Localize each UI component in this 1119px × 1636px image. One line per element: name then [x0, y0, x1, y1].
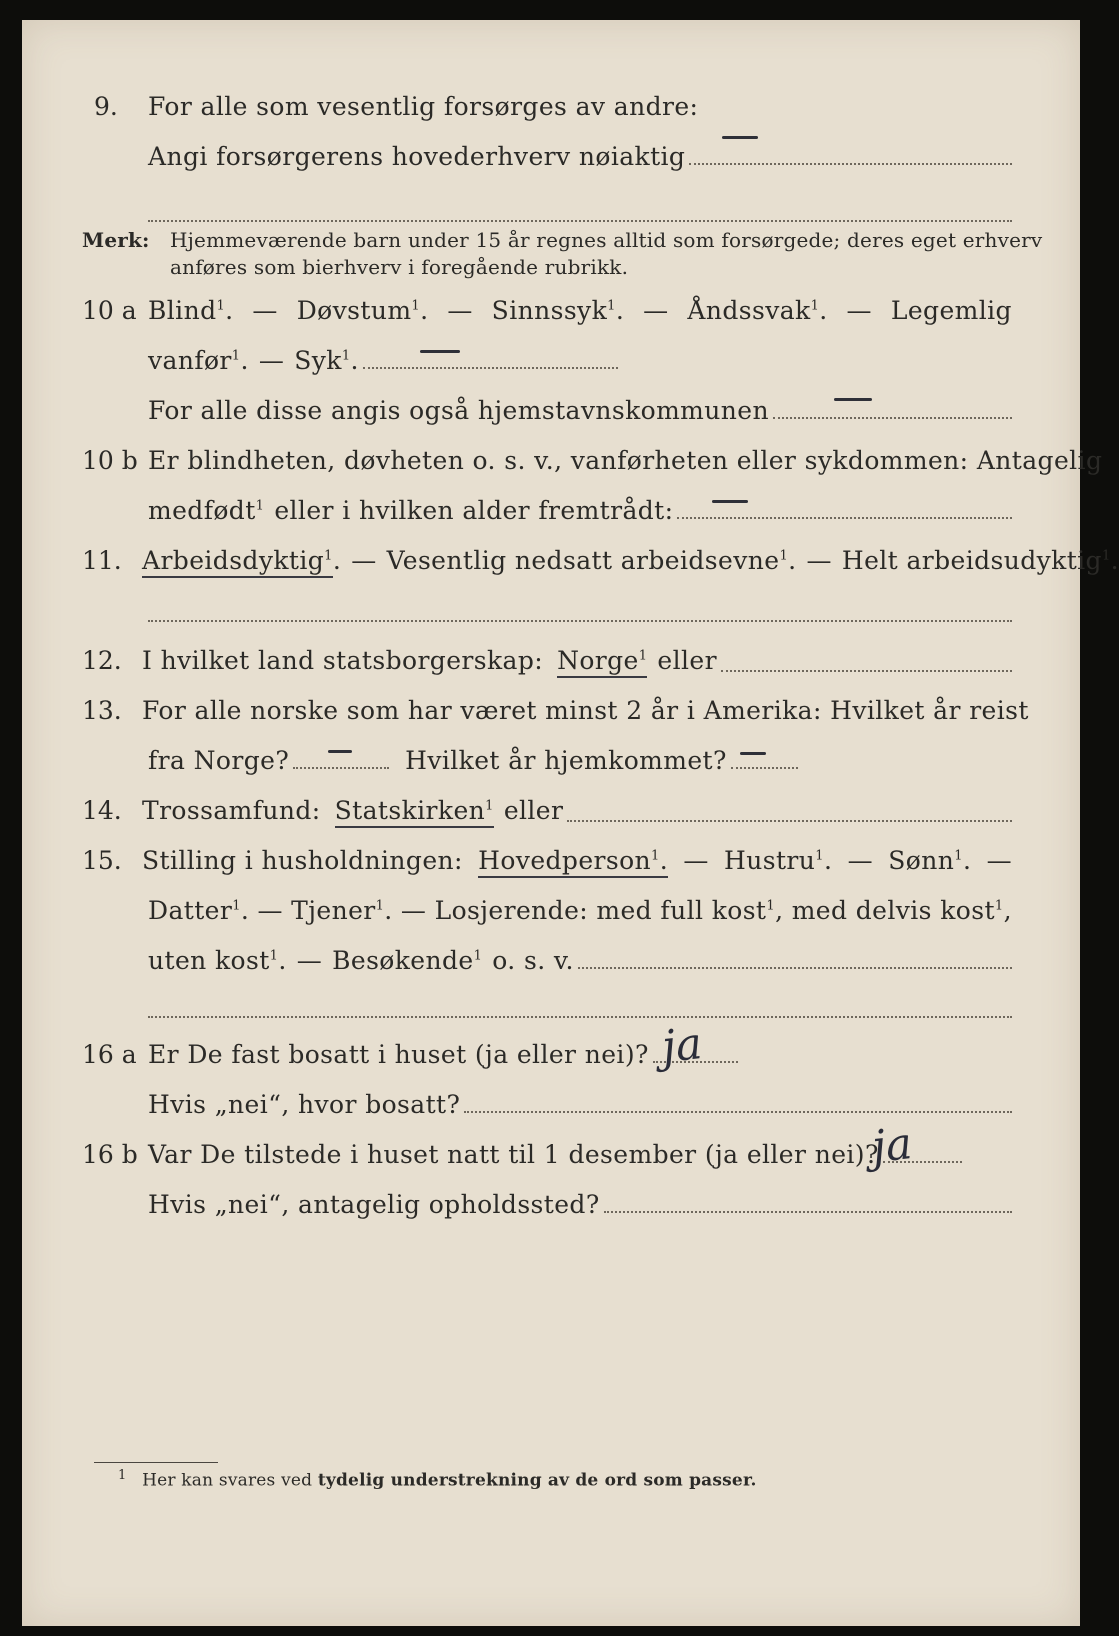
q11-line: Arbeidsdyktig$^1$ . — Vesentlig nedsatt arbeidsevne$^1$. — Helt arbeidsudyktig$^1$. — [142, 546, 1119, 578]
q15-osv: o. s. v. — [492, 946, 574, 975]
q10a-syk-answer-line[interactable] — [363, 367, 618, 369]
q14-answer-line[interactable] — [567, 820, 1012, 822]
q10a-line2 — [148, 346, 618, 375]
q9-extra-line[interactable] — [148, 220, 1012, 222]
q15-opt-hustru: Hustru$^1$. — [724, 846, 833, 875]
q11-opt-arbeidsdyktig: Arbeidsdyktig$^1$ — [142, 546, 333, 578]
q16b-line1 — [148, 1140, 962, 1169]
q14-question: Trossamfund: — [142, 796, 321, 825]
q16a-line1 — [148, 1040, 738, 1069]
q15-line1 — [142, 846, 1012, 878]
q15-sep-6: — — [296, 946, 323, 975]
q9-answer-dash — [722, 136, 758, 139]
q15-line3 — [148, 946, 1012, 975]
q16a-number: 16 a — [82, 1040, 137, 1069]
q15-opt-uten-kost: uten kost$^1$. — [148, 946, 287, 975]
q12-question: I hvilket land statsborgerskap: — [142, 646, 544, 675]
q15-opt-besokende: Besøkende$^1$ — [332, 946, 483, 975]
q12-opt-norge: Norge$^1$ — [557, 646, 647, 678]
q13-reist-question: fra Norge? — [148, 746, 290, 775]
footnote-marker: 1 — [118, 1468, 127, 1483]
q10b-line2 — [148, 496, 1012, 525]
q15-losjerende: Losjerende: — [434, 896, 589, 925]
q16b-followup-question: Hvis „nei“, antagelig opholdssted? — [148, 1190, 600, 1219]
q15-sep-5: — — [400, 896, 427, 925]
merk-line2: anføres som bierhverv i foregående rubrikk. — [170, 255, 629, 279]
q13-line1 — [142, 696, 1029, 725]
q11-extra-line[interactable] — [148, 620, 1012, 622]
q10b-line1 — [148, 446, 1102, 475]
q16b-question: Var De tilstede i huset natt til 1 desember (ja eller nei)? — [148, 1140, 879, 1169]
q14-number: 14. — [82, 796, 122, 825]
q16b-number: 16 b — [82, 1140, 138, 1169]
q9-line2 — [148, 142, 1012, 171]
q12-number: 12. — [82, 646, 122, 675]
q16a-followup-line[interactable] — [464, 1111, 1012, 1113]
q11-opt-udyktig: Helt arbeidsudyktig$^1$. — [841, 546, 1119, 575]
q15-opt-datter: Datter$^1$. — [148, 896, 250, 925]
q15-sep-4: — — [257, 896, 283, 925]
q10a-line1 — [148, 296, 1012, 325]
q16a-handwritten-answer: ja — [659, 1018, 705, 1073]
q10a-answer-dash — [420, 350, 460, 353]
q13-hjemkommet-dash — [740, 752, 766, 755]
q15-number: 15. — [82, 846, 122, 875]
q13-number: 13. — [82, 696, 122, 725]
q16a-followup-question: Hvis „nei“, hvor bosatt? — [148, 1090, 461, 1119]
q9-question: Angi forsørgerens hovederhverv nøiaktig — [148, 142, 686, 171]
q10b-alder-question: eller i hvilken alder fremtrådt: — [274, 496, 674, 525]
q15-line2 — [148, 896, 1012, 925]
q15-opt-delvis-kost: med delvis kost$^1$, — [791, 896, 1012, 925]
q16a-line2 — [148, 1090, 1012, 1119]
q10a-hjemstavn-line[interactable] — [773, 417, 1012, 419]
q11-opt-nedsatt: Vesentlig nedsatt arbeidsevne$^1$. — [386, 546, 797, 575]
q13-hjemkommet-answer-line[interactable] — [731, 767, 798, 769]
q15-opt-tjener: Tjener$^1$. — [291, 896, 393, 925]
q13-reist-dash — [328, 750, 352, 753]
q9-number: 9. — [94, 92, 118, 121]
q15-sep-1: — — [683, 846, 709, 875]
q10b-answer-line[interactable] — [677, 517, 1012, 519]
q12-answer-line[interactable] — [721, 670, 1012, 672]
q10a-opt-legemlig: Legemlig — [890, 296, 1012, 325]
q10a-opt-sinnssyk: Sinnssyk$^1$. — [491, 296, 625, 325]
merk-label: Merk: — [82, 228, 150, 252]
q16b-handwritten-answer: ja — [869, 1118, 915, 1173]
q10a-line3 — [148, 396, 1012, 425]
q14-line — [142, 796, 1012, 828]
q15-opt-sonn: Sønn$^1$. — [888, 846, 972, 875]
q10a-hjemstavn-question: For alle disse angis også hjemstavnskommunen — [148, 396, 769, 425]
q11-sep-1: — — [351, 546, 377, 575]
merk-line1: Hjemmeværende barn under 15 år regnes alltid som forsørgede; deres eget erhverv — [170, 228, 1043, 252]
q10a-sep-3: — — [643, 296, 669, 325]
q10a-hjemstavn-dash — [834, 398, 872, 401]
q10a-opt-vanfor: vanfør$^1$. — [148, 346, 249, 375]
q10a-sep-1: — — [252, 296, 278, 325]
q11-number: 11. — [82, 546, 122, 575]
q10b-number: 10 b — [82, 446, 138, 475]
q9-answer-line[interactable] — [689, 163, 1012, 165]
q15-opt-hovedperson: Hovedperson$^1$. — [478, 846, 668, 878]
q15-answer-line[interactable] — [578, 967, 1012, 969]
q13-reist-answer-line[interactable] — [293, 767, 389, 769]
q9-text: For alle som vesentlig forsørges av andre: — [148, 92, 699, 121]
footnote — [118, 1468, 757, 1491]
q9-line1 — [148, 92, 698, 121]
census-form-page — [22, 20, 1119, 1626]
q10a-opt-blind: Blind$^1$. — [148, 296, 234, 325]
q13-line2 — [148, 746, 798, 775]
q10a-opt-andssvak: Åndssvak$^1$. — [687, 296, 828, 325]
q10a-number: 10 a — [82, 296, 137, 325]
q10a-opt-syk: Syk$^1$. — [294, 346, 359, 375]
q10a-opt-dovstum: Døvstum$^1$. — [296, 296, 429, 325]
q16b-followup-line[interactable] — [604, 1211, 1012, 1213]
q12-eller: eller — [657, 646, 717, 675]
q12-line — [142, 646, 1012, 678]
q10b-text: Er blindheten, døvheten o. s. v., vanførheten eller sykdommen: Antagelig — [148, 446, 1103, 475]
q14-opt-statskirken: Statskirken$^1$ — [335, 796, 494, 828]
q11-sep-2: — — [806, 546, 832, 575]
q13-text: For alle norske som har været minst 2 år i Amerika: Hvilket år reist — [142, 696, 1029, 725]
q15-sep-2: — — [847, 846, 873, 875]
q15-question: Stilling i husholdningen: — [142, 846, 463, 875]
q15-extra-line[interactable] — [148, 1016, 1012, 1018]
q10b-answer-dash — [712, 500, 748, 503]
q16a-question: Er De fast bosatt i huset (ja eller nei)? — [148, 1040, 649, 1069]
q16b-line2 — [148, 1190, 1012, 1219]
q10a-sep-4: — — [846, 296, 872, 325]
q10a-sep-5: — — [258, 346, 285, 375]
q14-eller: eller — [503, 796, 564, 825]
q10b-opt-medfodt: medfødt$^1$ — [148, 496, 265, 525]
q15-sep-3: — — [986, 846, 1012, 875]
footnote-rule — [94, 1462, 218, 1463]
footnote-emphasis: tydelig understrekning av de ord som passer. — [317, 1470, 757, 1491]
footnote-text: Her kan svares ved — [142, 1470, 313, 1491]
q15-opt-full-kost: med full kost$^1$, — [596, 896, 784, 925]
q13-hjemkommet-question: Hvilket år hjemkommet? — [405, 746, 727, 775]
q10a-sep-2: — — [447, 296, 473, 325]
